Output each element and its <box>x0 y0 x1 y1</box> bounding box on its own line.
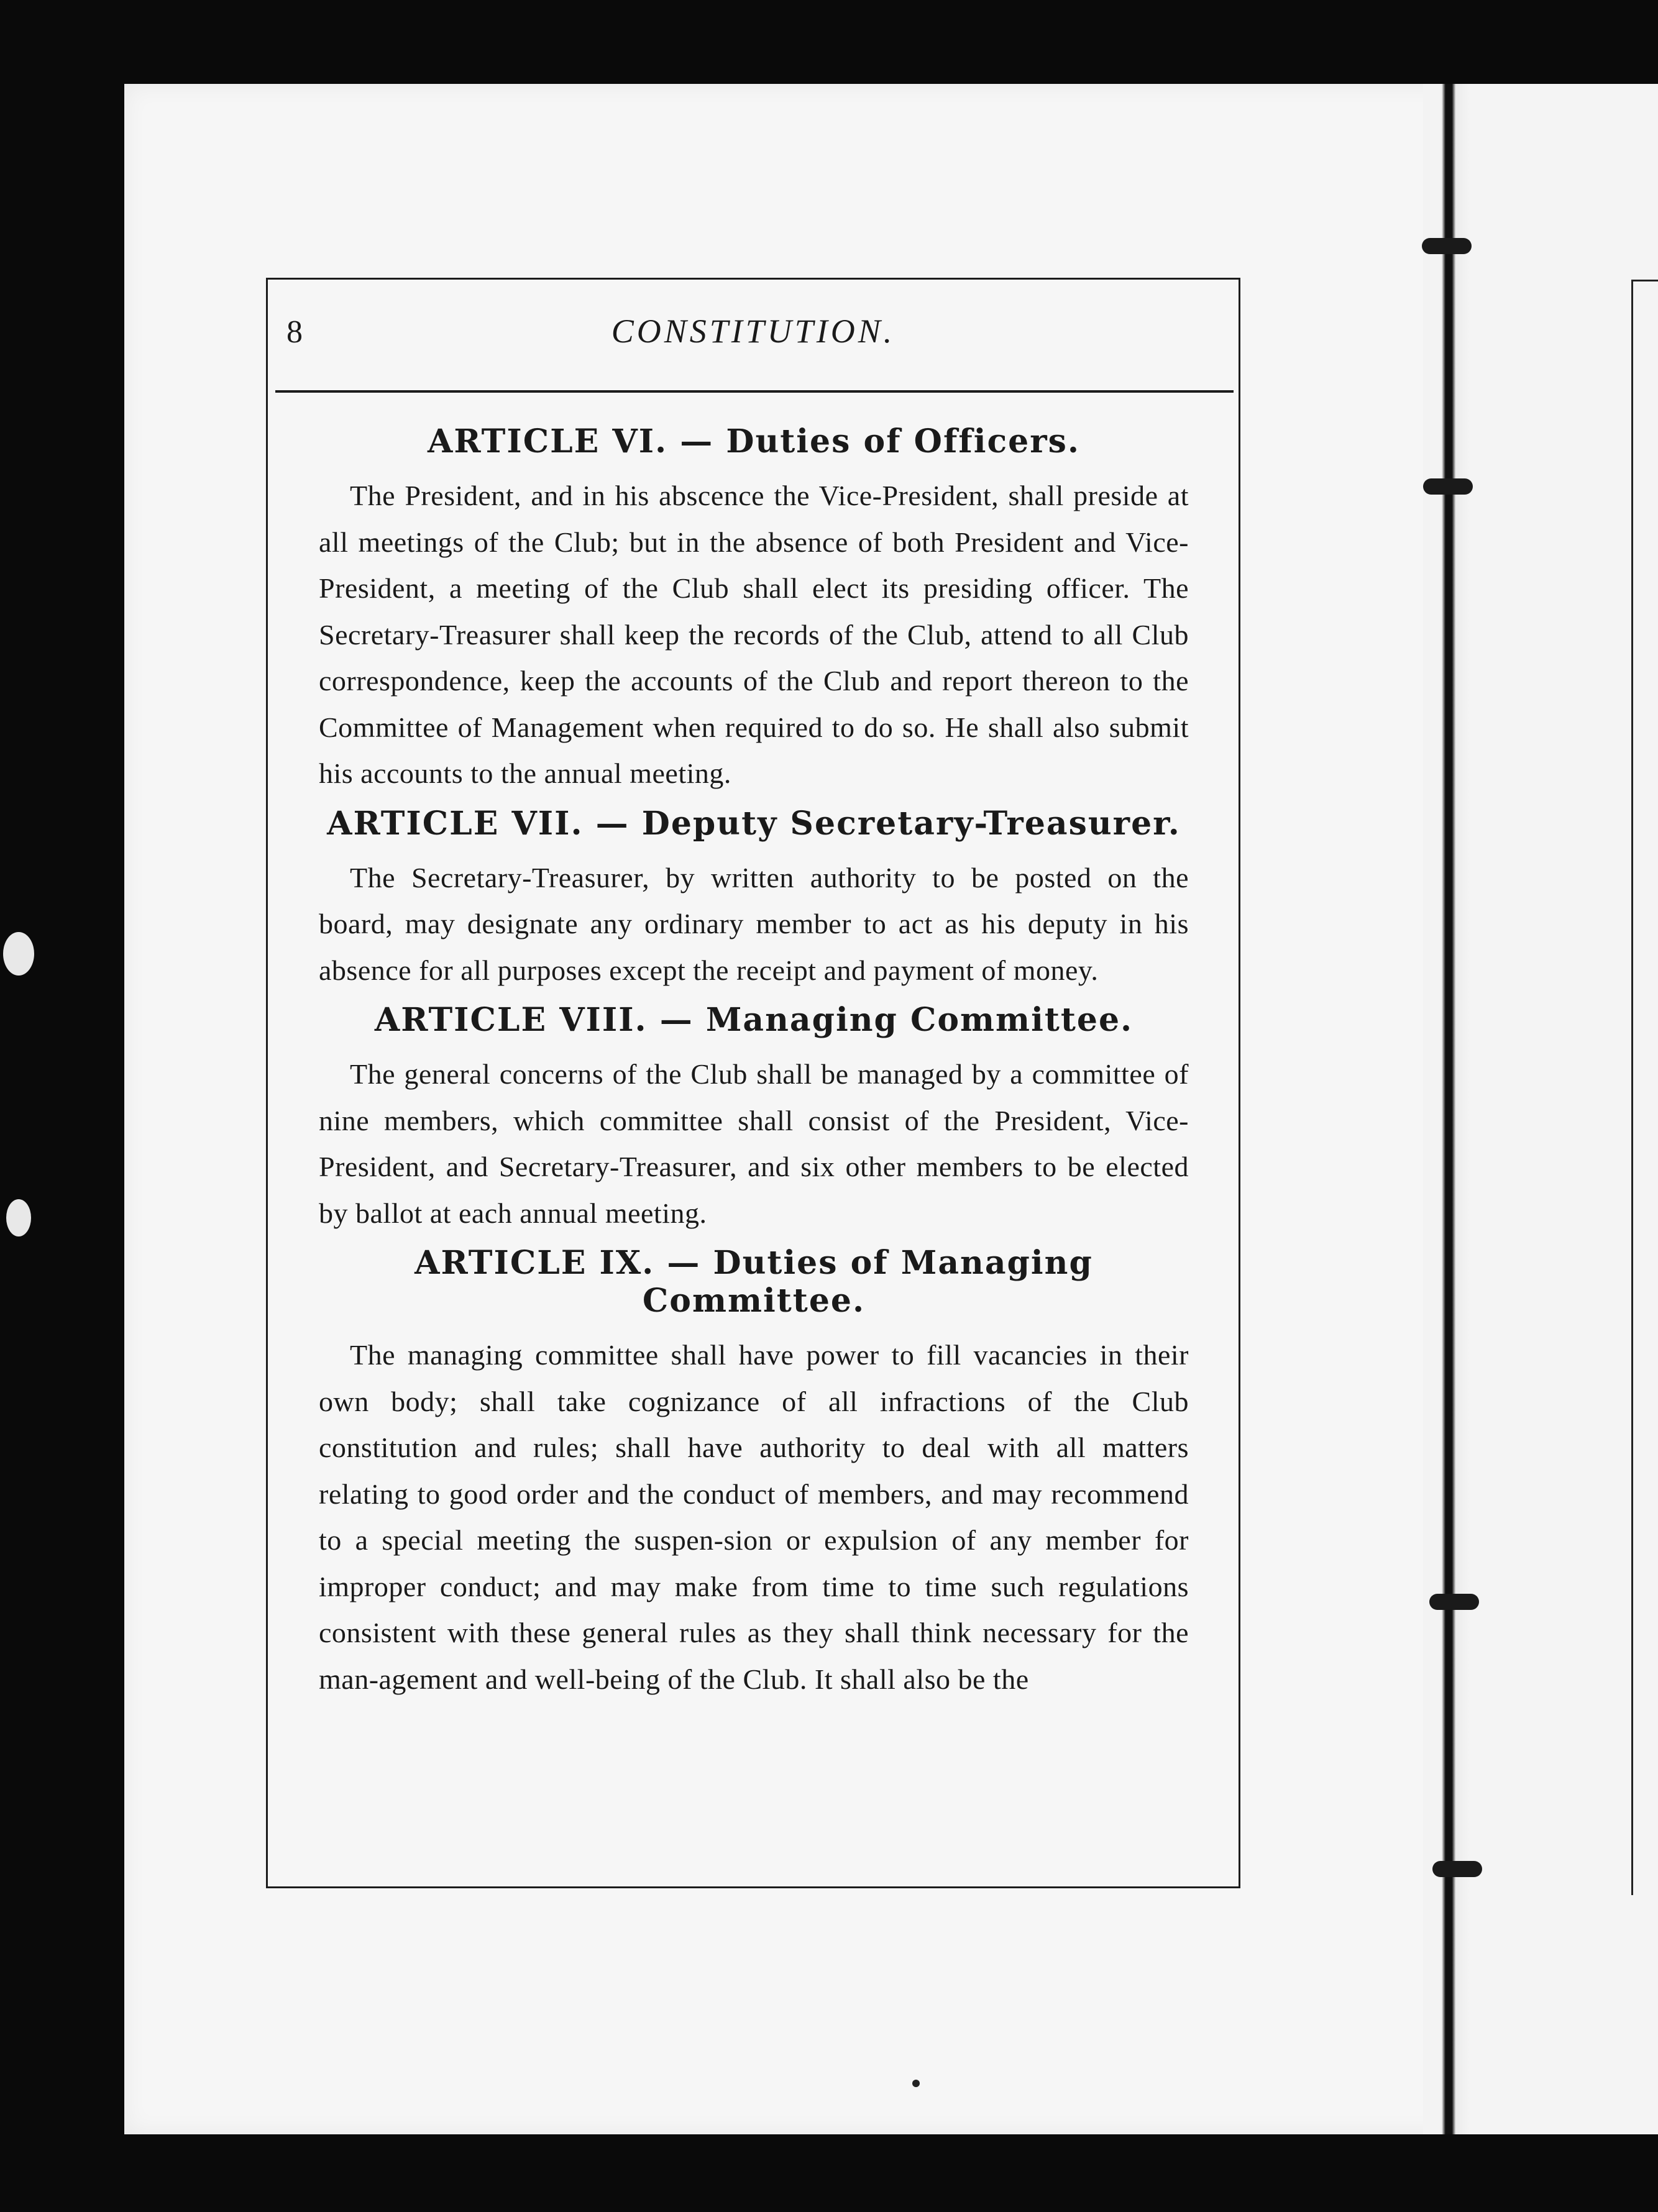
page-text-frame <box>266 278 1240 1888</box>
binding-stitch <box>1422 238 1472 254</box>
page-body <box>319 423 1189 1710</box>
article-vi <box>319 423 1189 797</box>
article-paragraph: The general concerns of the Club shall be managed by a committee of nine members, which committee shall consist of the President, Vice-President, and Secretary-Treasurer, and six other members to be elected by ballot at each annual meeting. <box>319 1058 1189 1229</box>
article-heading: ARTICLE VI. — Duties of Officers. <box>428 423 1080 460</box>
running-head: CONSTITUTION. <box>611 313 895 350</box>
printer-dot <box>912 2080 920 2087</box>
article-vii <box>319 805 1189 994</box>
article-paragraph: The President, and in his abscence the Vice-President, shall preside at all meetings of the Club; but in the absence of both President and Vice-President, a meeting of the Club shall elect its presiding officer. The Secretary-Treasurer shall keep the records of the Club, attend to all Club correspondence, keep the accounts of the Club and report thereon to the Committee of Management when required to do so. He shall also submit his accounts to the annual meeting. <box>319 480 1189 789</box>
article-heading: ARTICLE VII. — Deputy Secretary-Treasurer. <box>327 804 1181 843</box>
facing-page-rule <box>1631 280 1658 281</box>
article-paragraph: The managing committee shall have power to fill vacancies in their own body; shall take cognizance of all infractions of the Club constitution and rules; shall have authority to deal with all matters relating to good order and the conduct of members, and may recommend to a special meeting the suspen-sion or expulsion of any member for improper conduct; and may make from time to time such regulations consistent with these general rules as they shall think necessary for the man-agement and well-being of the Club. It shall also be the <box>319 1339 1189 1695</box>
article-heading: ARTICLE IX. — Duties of Managing Committee. <box>414 1244 1093 1320</box>
scan-speck <box>3 932 34 976</box>
facing-page-border <box>1631 280 1633 1895</box>
binding-stitch <box>1432 1861 1482 1877</box>
page-number: 8 <box>286 314 303 350</box>
facing-page-edge <box>1457 84 1658 2134</box>
binding-stitch <box>1429 1594 1479 1610</box>
binding-gutter <box>1423 84 1470 2134</box>
article-paragraph: The Secretary-Treasurer, by written authority to be posted on the board, may designate any ordinary member to act as his deputy in his absence for all purposes except the receipt and payment of money. <box>319 861 1189 986</box>
article-heading: ARTICLE VIII. — Managing Committee. <box>374 1001 1134 1039</box>
article-viii <box>319 1001 1189 1236</box>
scan-speck <box>6 1199 31 1236</box>
article-ix <box>319 1244 1189 1702</box>
header-rule <box>275 390 1234 393</box>
binding-stitch <box>1423 478 1473 495</box>
page-header <box>268 280 1239 391</box>
